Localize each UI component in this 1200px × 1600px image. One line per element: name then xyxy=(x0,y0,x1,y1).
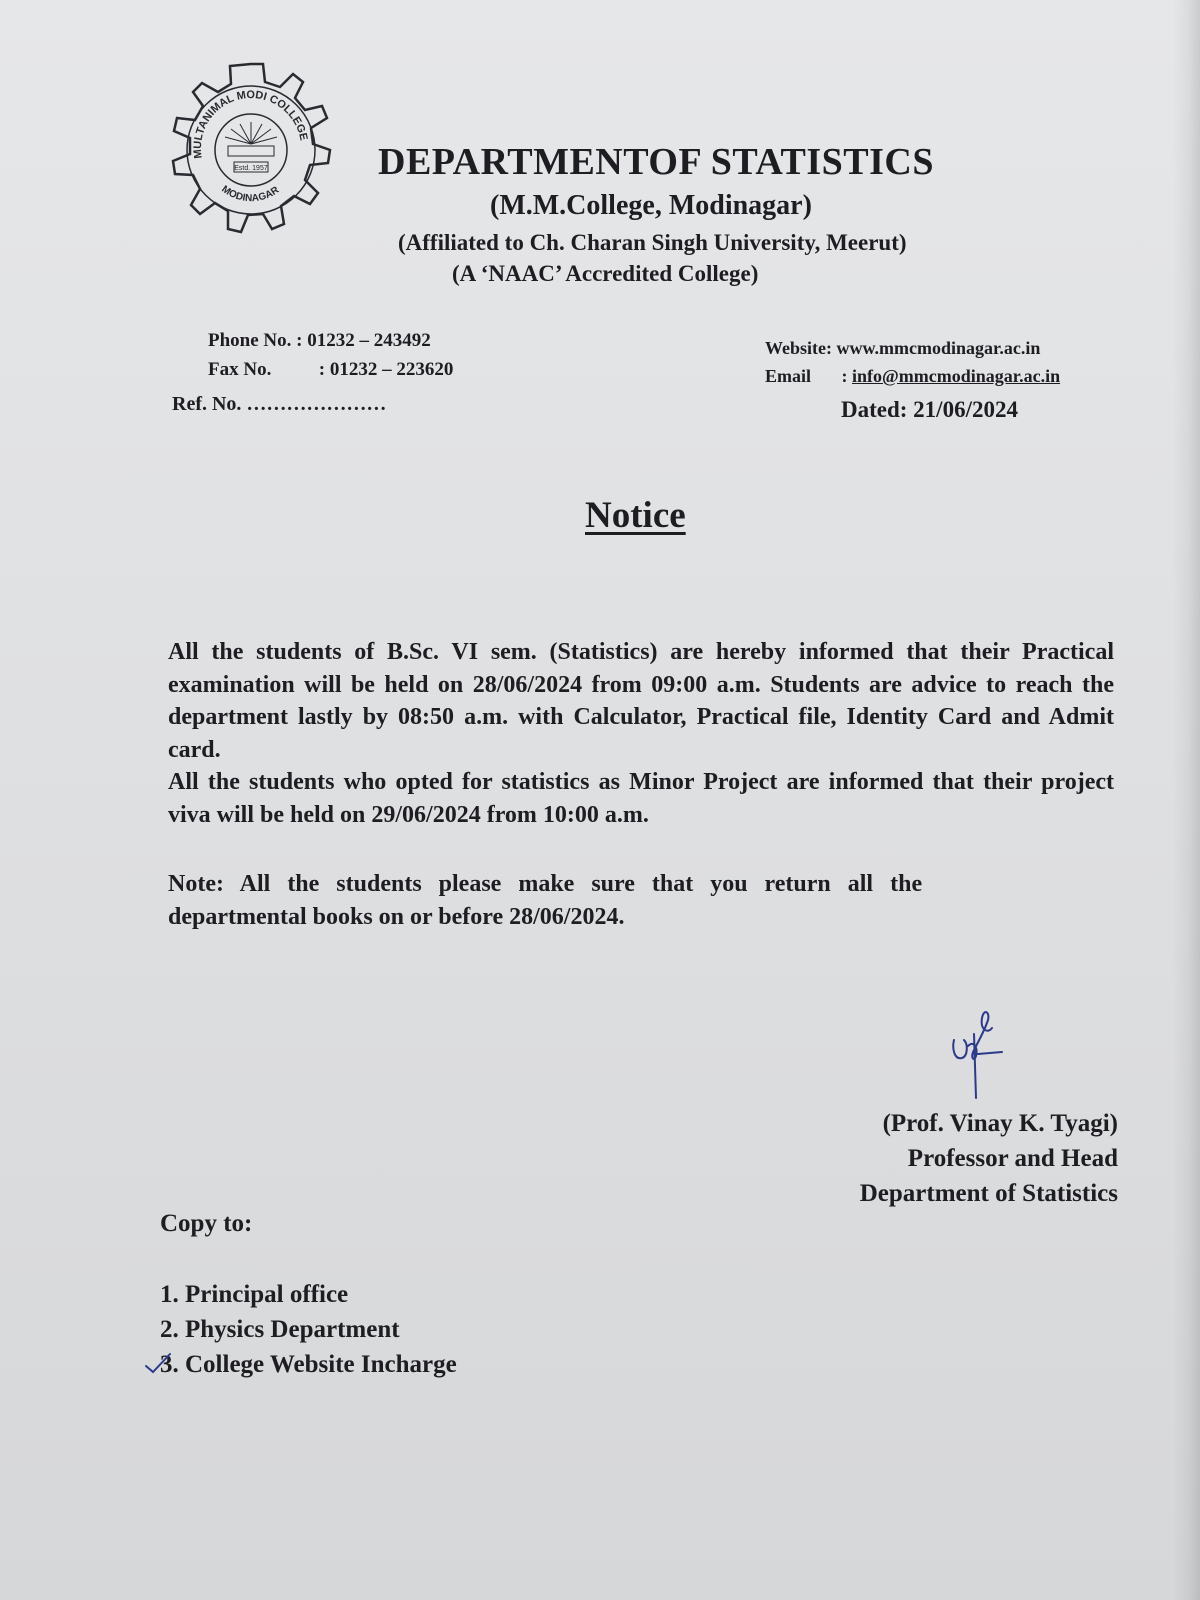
contact-phone-fax xyxy=(208,326,453,384)
logo-bottom-text: MODINAGAR xyxy=(219,183,282,205)
notice-paragraph-1: All the students of B.Sc. VI sem. (Statistics) are hereby informed that their Practical examination will be held on 28/06/2024 from 09:00 a.m. Students are advice to reach the department lastly by 08:50 a.m. with Calculator, Practical file, Identity Card and Admit card. xyxy=(168,639,1114,763)
email-value[interactable]: info@mmcmodinagar.ac.in xyxy=(852,366,1061,386)
svg-text:MODINAGAR xyxy=(219,184,281,204)
affiliation: (Affiliated to Ch. Charan Singh University, Meerut) xyxy=(398,230,907,255)
email-label: Email xyxy=(765,366,812,386)
copy-item: 2. Physics Department xyxy=(160,1316,400,1343)
copy-to-list xyxy=(160,1277,457,1382)
fax-label: Fax No. xyxy=(208,359,272,380)
accreditation: (A ‘NAAC’ Accredited College) xyxy=(452,261,759,286)
page-edge-shadow xyxy=(1172,0,1200,1600)
department-title: DEPARTMENTOF STATISTICS xyxy=(378,141,935,183)
email-row xyxy=(765,362,1060,390)
date: Dated: 21/06/2024 xyxy=(841,397,1018,422)
handwritten-signature xyxy=(948,1004,1028,1100)
tick-mark-icon xyxy=(144,1352,172,1374)
phone-row xyxy=(208,326,453,355)
fax-row xyxy=(208,355,453,384)
website-row xyxy=(765,334,1060,362)
notice-paragraph-2: All the students who opted for statistics as Minor Project are informed that their project viva will be held on 29/06/2024 from 10:00 a.m. xyxy=(168,769,1114,828)
notice-title: Notice xyxy=(585,495,686,536)
copy-item: 3. College Website Incharge xyxy=(160,1351,457,1378)
email-separator: : xyxy=(841,366,848,386)
note-line-2: departmental books on or before 28/06/2024. xyxy=(168,903,625,930)
college-logo xyxy=(162,58,340,248)
signatory-block xyxy=(860,1106,1118,1211)
website-label: Website: xyxy=(765,338,832,358)
logo-ring-text: MULTANIMAL MODI COLLEGE xyxy=(191,89,310,160)
copy-item: 1. Principal office xyxy=(160,1281,349,1308)
logo-estd: Estd. 1957 xyxy=(234,165,268,172)
contact-web-email xyxy=(765,334,1060,390)
website-value[interactable]: www.mmcmodinagar.ac.in xyxy=(836,338,1041,358)
note xyxy=(168,868,1114,933)
fax-value: : 01232 – 223620 xyxy=(318,359,454,380)
signatory-name: (Prof. Vinay K. Tyagi) xyxy=(882,1110,1118,1137)
signatory-designation: Professor and Head xyxy=(907,1145,1118,1172)
college-name: (M.M.College, Modinagar) xyxy=(490,190,812,221)
phone-label: Phone No. : xyxy=(208,330,303,351)
reference-number: Ref. No. ………………… xyxy=(172,393,387,415)
note-line-1: Note: All the students please make sure that you return all the xyxy=(168,871,923,897)
copy-to-heading: Copy to: xyxy=(160,1210,253,1237)
notice-body xyxy=(168,636,1114,831)
phone-value: 01232 – 243492 xyxy=(307,330,431,351)
signatory-department: Department of Statistics xyxy=(859,1180,1118,1207)
